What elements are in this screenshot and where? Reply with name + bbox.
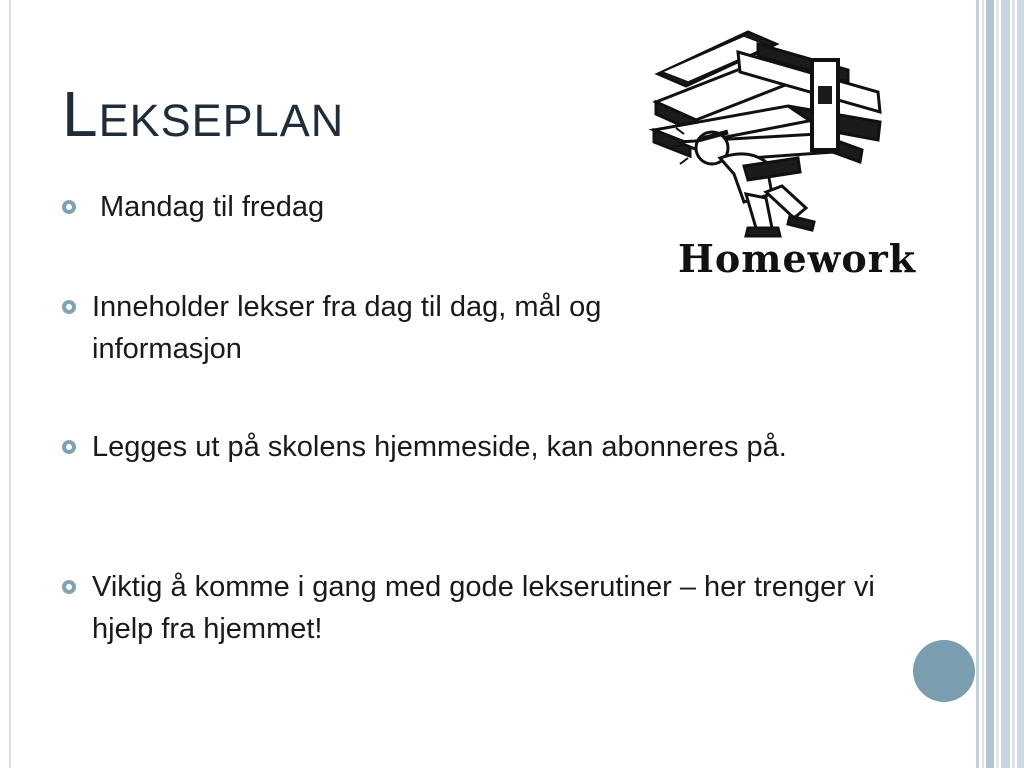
right-border-stripe [986,0,994,768]
person-carrying-books-icon [648,22,917,281]
right-border-stripe [1012,0,1015,768]
bullet-text: Legges ut på skolens hjemmeside, kan abonneres på. [92,431,787,463]
decorative-circle [913,640,975,702]
bullet-text: Viktig å komme i gang med gode lekserutiner – her trenger vi hjelp fra hjemmet! [92,571,875,645]
homework-word: Homework [678,236,917,281]
bullet-dot-icon [62,440,76,454]
bullet-dot-icon [62,200,76,214]
right-border-stripe [976,0,979,768]
right-border-stripe [1001,0,1010,768]
slide-title: Lekseplan [62,78,345,150]
right-border-stripe [996,0,999,768]
bullet-dot-icon [62,580,76,594]
bullet-dot-icon [62,300,76,314]
left-border-line [9,0,11,768]
right-border-stripe [1017,0,1024,768]
bullet-text: Mandag til fredag [100,191,325,223]
right-border-stripe [982,0,984,768]
bullet-text: Inneholder lekser fra dag til dag, mål og informasjon [92,291,602,365]
